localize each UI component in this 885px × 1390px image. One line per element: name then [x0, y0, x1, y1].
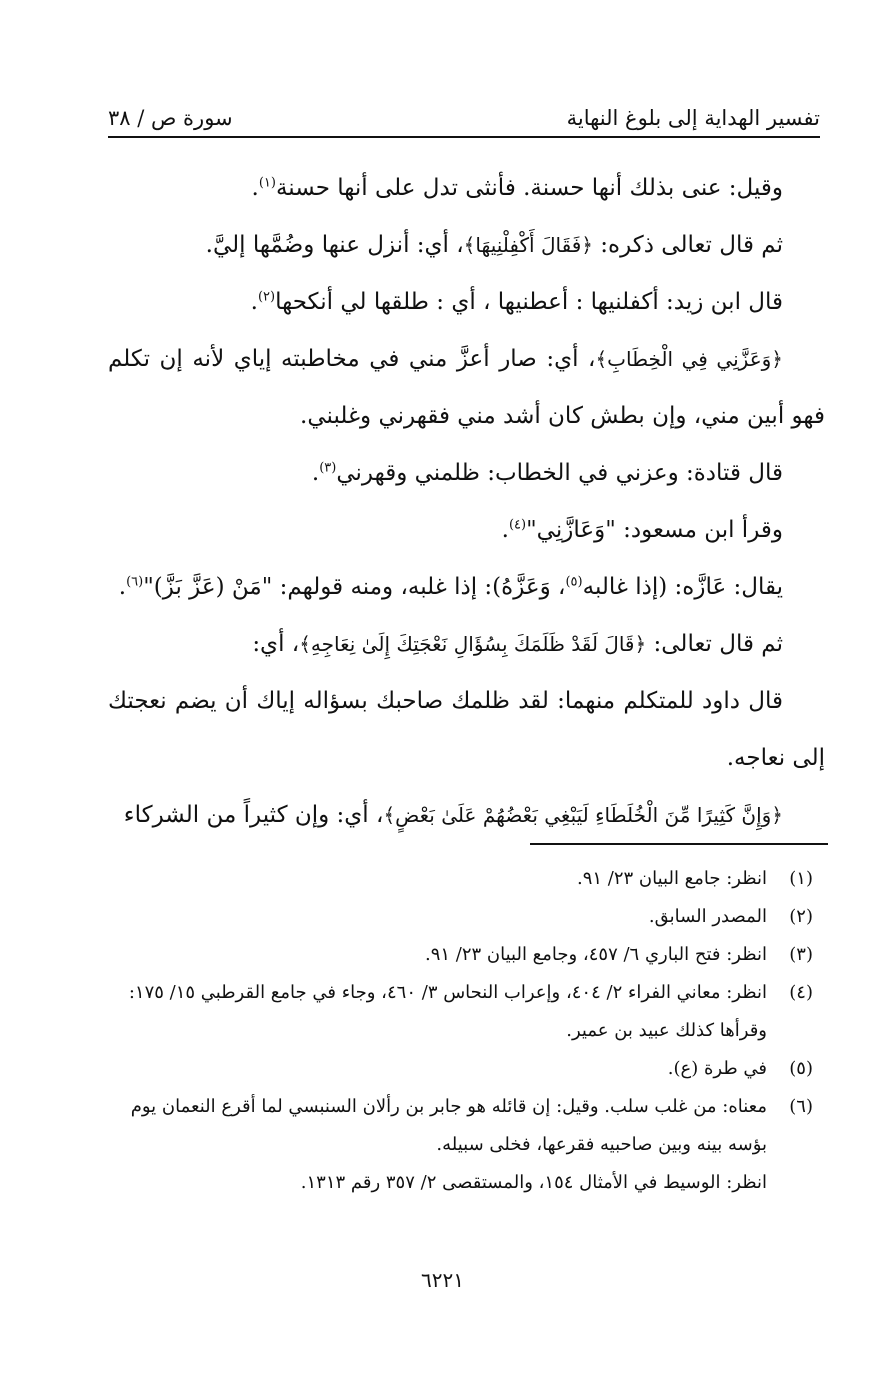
main-text — [108, 160, 825, 844]
running-header — [108, 98, 820, 138]
book-title: تفسير الهداية إلى بلوغ النهاية — [566, 106, 820, 130]
quran-verse: ﴿قَالَ لَقَدْ ظَلَمَكَ بِسُؤَالِ نَعْجَتِكَ إِلَىٰ نِعَاجِهِ﴾ — [299, 632, 647, 656]
quran-verse: ﴿فَقَالَ أَكْفِلْنِيهَا﴾ — [463, 233, 593, 257]
quran-verse: ﴿وَعَزَّنِي فِي الْخِطَابِ﴾ — [595, 347, 784, 371]
paragraph: ﴿وَإِنَّ كَثِيرًا مِّنَ الْخُلَطَاءِ لَيَبْغِي بَعْضُهُمْ عَلَىٰ بَعْضٍ﴾، أي: وإن كثيراً من الشركاء — [123, 802, 783, 828]
paragraph: قال قتادة: وعزني في الخطاب: ظلمني وقهرني$^{(٣)}$. — [311, 460, 783, 486]
footnote: (٥) في طرة (ع). — [667, 1058, 813, 1079]
paragraph: وقيل: عنى بذلك أنها حسنة. فأنثى تدل على أنها حسنة$^{(١)}$. — [251, 175, 783, 201]
footnote: (١) انظر: جامع البيان ٢٣/ ٩١. — [576, 868, 813, 889]
quran-verse: ﴿وَإِنَّ كَثِيرًا مِّنَ الْخُلَطَاءِ لَيَبْغِي بَعْضُهُمْ عَلَىٰ بَعْضٍ﴾ — [383, 803, 783, 827]
footnote: (٣) انظر: فتح الباري ٦/ ٤٥٧، وجامع البيان ٢٣/ ٩١. — [424, 944, 813, 965]
footnotes — [108, 860, 825, 1202]
footnote: (٦) معناه: من غلب سلب. وقيل: إن قائله هو جابر بن رألان السنبسي لما أقرع النعمان يوم بؤسه بينه وبين صاحبيه فقرعها، فخلى سبيله. — [130, 1096, 813, 1155]
paragraph: وقرأ ابن مسعود: "وَعَازَّنِي"$^{(٤)}$. — [501, 517, 783, 543]
paragraph: قال داود للمتكلم منهما: لقد ظلمك صاحبك بسؤاله إياك أن يضم نعجتك إلى نعاجه. — [108, 688, 825, 771]
paragraph: ثم قال تعالى ذكره: ﴿فَقَالَ أَكْفِلْنِيهَا﴾، أي: أنزل عنها وضُمَّها إليَّ. — [205, 232, 783, 258]
paragraph: يقال: عَازَّه: (إذا غالبه$^{(٥)}$، وَعَزَّهُ): إذا غلبه، ومنه قولهم: "مَنْ (عَزَّ بَزَّ)"$^{(٦)}$. — [118, 574, 783, 600]
paragraph: ثم قال تعالى: ﴿قَالَ لَقَدْ ظَلَمَكَ بِسُؤَالِ نَعْجَتِكَ إِلَىٰ نِعَاجِهِ﴾، أي: — [252, 631, 783, 657]
footnote-separator — [530, 843, 828, 845]
footnote: (٤) انظر: معاني الفراء ٢/ ٤٠٤، وإعراب النحاس ٣/ ٤٦٠، وجاء في جامع القرطبي ١٥/ ١٧٥: وقرأها كذلك عبيد بن عمير. — [128, 982, 813, 1041]
paragraph: ﴿وَعَزَّنِي فِي الْخِطَابِ﴾، أي: صار أعزَّ مني في مخاطبته إياي لأنه إن تكلم فهو أبين مني، وإن بطش كان أشد مني فقهرني وغلبني. — [108, 346, 825, 429]
footnote-reference: انظر: الوسيط في الأمثال ١٥٤، والمستقصى ٢/ ٣٥٧ رقم ١٣١٣. — [300, 1172, 767, 1193]
surah-reference: سورة ص / ٣٨ — [108, 106, 233, 130]
paragraph: قال ابن زيد: أكفلنيها : أعطنيها ، أي : طلقها لي أنكحها$^{(٢)}$. — [250, 289, 783, 315]
footnote: (٢) المصدر السابق. — [648, 906, 813, 927]
page-number: ٦٢٢١ — [421, 1268, 464, 1292]
